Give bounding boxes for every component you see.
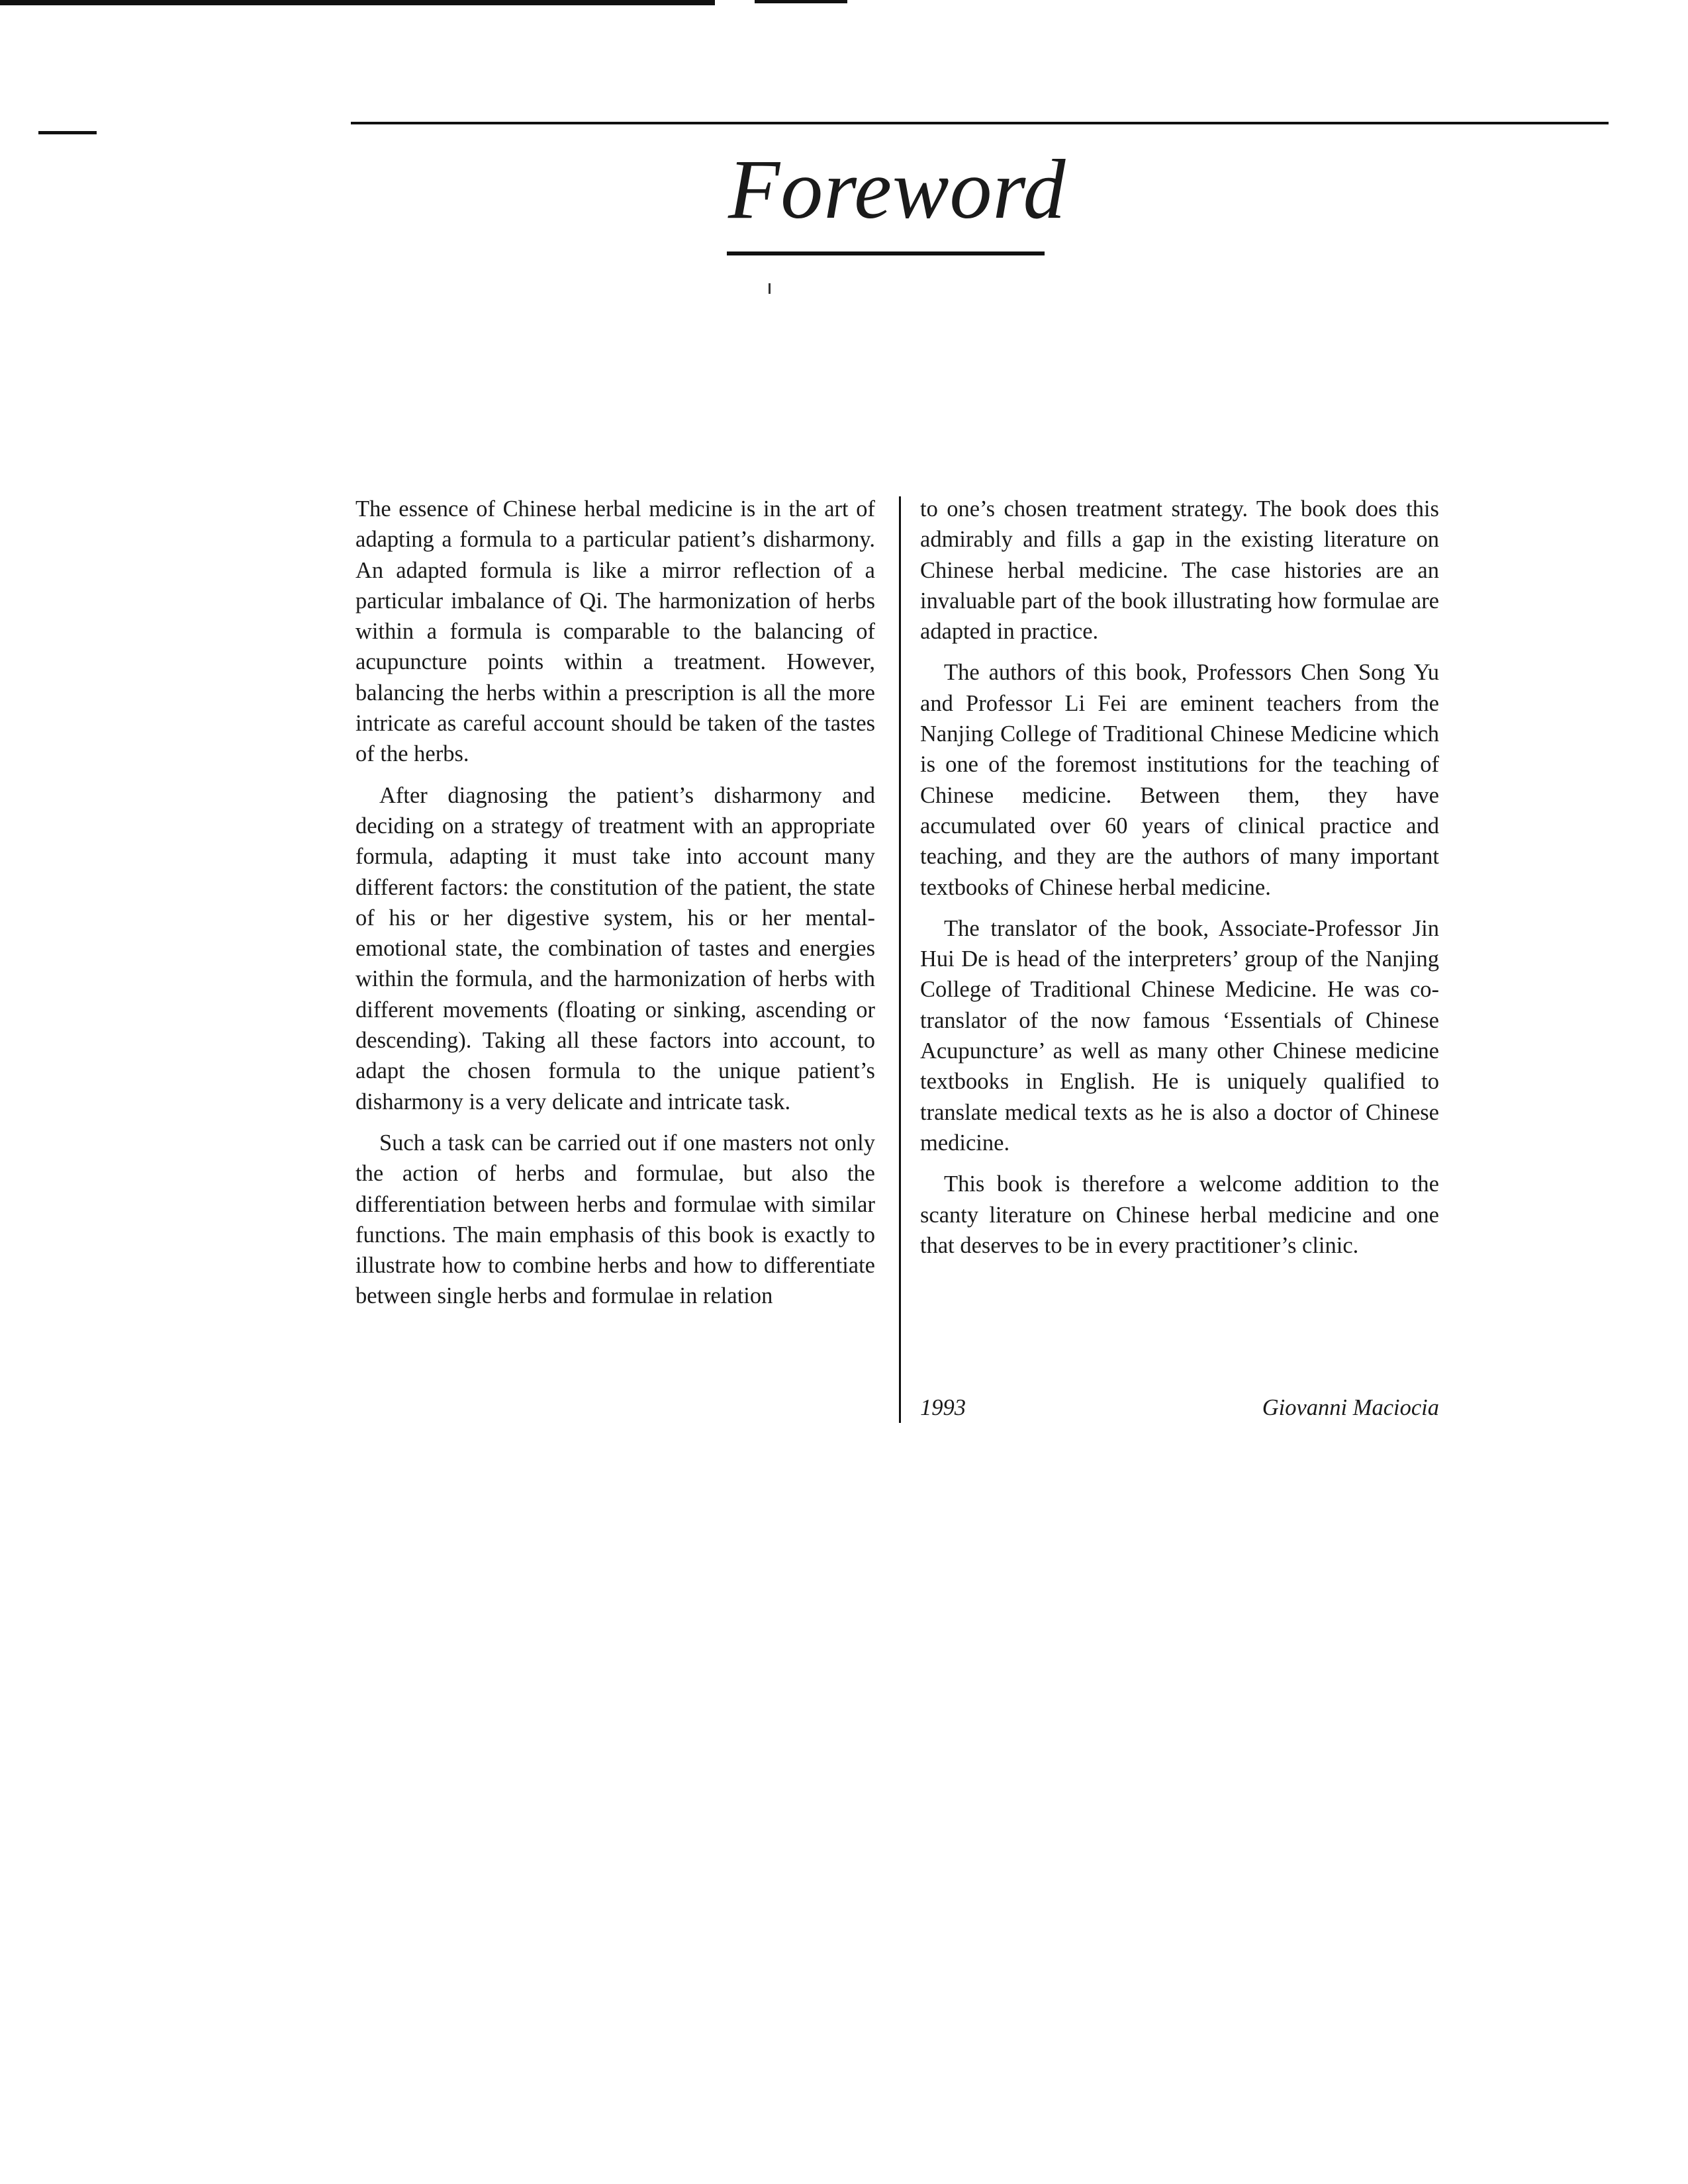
right-column bbox=[920, 494, 1439, 1271]
signature-year: 1993 bbox=[920, 1395, 966, 1420]
scan-edge-top-left bbox=[0, 0, 715, 5]
column-divider bbox=[899, 496, 901, 1423]
paragraph: Such a task can be carried out if one masters not only the action of herbs and formulae, but also the differentiation between herbs and formulae with similar functions. The main emphasis of this book is exactly to illustrate how to combine herbs and how to differentiate between single herbs and formulae in relation bbox=[355, 1130, 875, 1309]
paragraph: The essence of Chinese herbal medicine is in the art of adapting a formula to a particular patient’s disharmony. An adapted formula is like a mirror reflection of a particular imbalance of Qi. The harmonization of herbs within a formula is comparable to the balancing of acupuncture points within a treatment. However, balancing the herbs within a prescription is all the more intricate as careful account should be taken of the tastes of the herbs. bbox=[355, 496, 875, 767]
paragraph: The authors of this book, Professors Chen Song Yu and Professor Li Fei are eminent teachers from the Nanjing College of Traditional Chinese Medicine which is one of the foremost institutions for the teaching of Chinese medicine. Between them, they have accumulated over 60 years of clinical practice and teaching, and they are the authors of many important textbooks of Chinese herbal medicine. bbox=[920, 660, 1439, 900]
signature-author: Giovanni Maciocia bbox=[1262, 1395, 1439, 1420]
margin-mark bbox=[38, 131, 97, 134]
title-underline bbox=[727, 251, 1045, 255]
stray-mark bbox=[769, 283, 771, 294]
paragraph: The translator of the book, Associate-Professor Jin Hui De is head of the interpreters’ group of the Nanjing College of Traditional Chinese Medicine. He was co-translator of the now famous ‘Essentials of Chinese Acupuncture’ as well as many other Chinese medicine textbooks in English. He is uniquely qualified to translate medical texts as he is also a doctor of Chinese medicine. bbox=[920, 915, 1439, 1156]
left-column bbox=[355, 494, 875, 1322]
signature-row bbox=[920, 1392, 1439, 1423]
page-title: Foreword bbox=[728, 142, 1066, 236]
header-rule bbox=[351, 122, 1609, 124]
paragraph: to one’s chosen treatment strategy. The book does this admirably and fills a gap in the existing literature on Chinese herbal medicine. The case histories are an invaluable part of the book illustrating how formulae are adapted in practice. bbox=[920, 496, 1439, 645]
paragraph: This book is therefore a welcome addition to the scanty literature on Chinese herbal medicine and one that deserves to be in every practitioner’s clinic. bbox=[920, 1171, 1439, 1258]
scan-edge-top-right bbox=[755, 0, 847, 3]
paragraph: After diagnosing the patient’s disharmony and deciding on a strategy of treatment with an appropriate formula, adapting it must take into account many different factors: the constitution of the patient, the state of his or her digestive system, his or her mental-emotional state, the combination of tastes and energies within the formula, and the harmonization of herbs with different movements (floating or sinking, ascending or descending). Taking all these factors into account, to adapt the chosen formula to the unique patient’s disharmony is a very delicate and intricate task. bbox=[355, 782, 875, 1115]
